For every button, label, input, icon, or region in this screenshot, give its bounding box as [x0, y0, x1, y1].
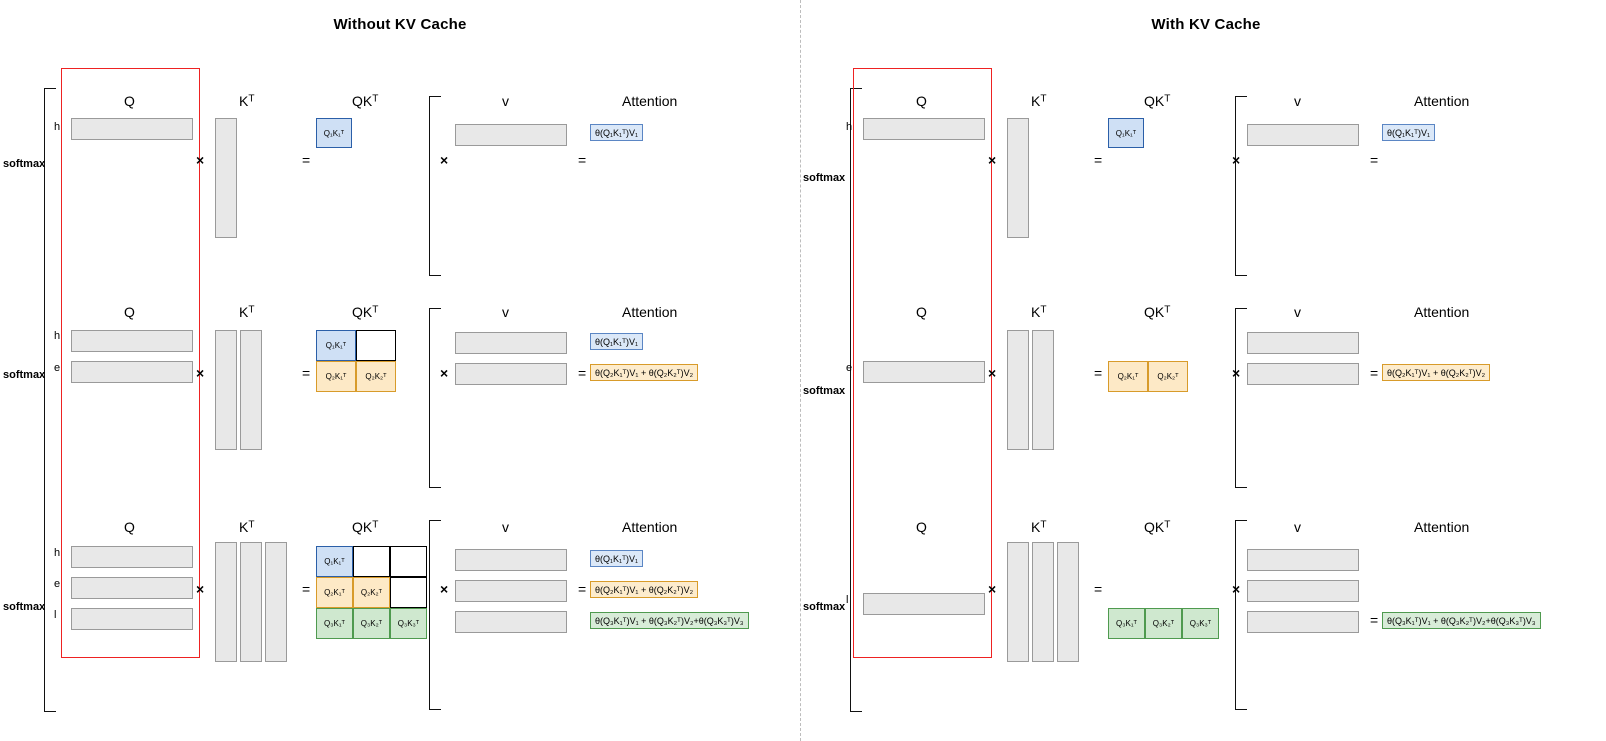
times-op-l3-a: × — [196, 581, 205, 597]
times-op-l3-b: × — [440, 581, 449, 597]
q-matrix-r3 — [863, 593, 985, 615]
header-qkt-l1: $QK^T$ — [352, 93, 379, 109]
q-matrix-l3-row1 — [71, 546, 193, 568]
qkt-cell-l3-0-2 — [390, 546, 427, 577]
kt-matrix-r2-col2 — [1032, 330, 1054, 450]
kt-matrix-l3-col3 — [265, 542, 287, 662]
qkt-cell-r3-0-2: Q₃K₃ᵀ — [1182, 608, 1219, 639]
q-matrix-l1 — [71, 118, 193, 140]
v-matrix-l3-row2 — [455, 580, 567, 602]
softmax-label-r1: softmax — [803, 172, 846, 184]
header-attention-l2: Attention — [622, 304, 678, 320]
header-kt-r1: $K^T$ — [1031, 93, 1047, 109]
panel-with-kv-cache — [803, 0, 1606, 741]
q-matrix-r1 — [863, 118, 985, 140]
header-kt-r3: $K^T$ — [1031, 519, 1047, 535]
row-letter-l1-0: h — [54, 121, 61, 133]
kt-matrix-l3-col2 — [240, 542, 262, 662]
q-matrix-l3-row3 — [71, 608, 193, 630]
qkt-cell-l3-1-0: Q₂K₁ᵀ — [316, 577, 353, 608]
v-matrix-r2-row1 — [1247, 332, 1359, 354]
header-v-l2: v — [502, 304, 509, 320]
equals-op-l1-a: = — [302, 152, 311, 168]
equals-op-r3-b: = — [1370, 612, 1379, 628]
kt-matrix-l1 — [215, 118, 237, 238]
equals-op-r2-b: = — [1370, 365, 1379, 381]
times-op-l2-b: × — [440, 365, 449, 381]
header-qkt-r1: $QK^T$ — [1144, 93, 1171, 109]
header-v-r3: v — [1294, 519, 1301, 535]
qkt-cell-r3-0-0: Q₃K₁ᵀ — [1108, 608, 1145, 639]
qkt-cell-l3-0-0: Q₁K₁ᵀ — [316, 546, 353, 577]
v-matrix-l2-row1 — [455, 332, 567, 354]
softmax-label-l3: softmax — [3, 601, 46, 613]
header-attention-l1: Attention — [622, 93, 678, 109]
attention-out-r2-0: θ(Q₂K₁ᵀ)V₁ + θ(Q₂K₂ᵀ)V₂ — [1382, 364, 1490, 381]
q-matrix-l2-row2 — [71, 361, 193, 383]
attention-out-l3-1: θ(Q₂K₁ᵀ)V₁ + θ(Q₂K₂ᵀ)V₂ — [590, 581, 698, 598]
header-q-r2: Q — [916, 304, 927, 320]
times-op-r3-a: × — [988, 581, 997, 597]
qkt-cell-l3-2-1: Q₃K₂ᵀ — [353, 608, 390, 639]
softmax-label-l1: softmax — [3, 158, 46, 170]
header-q-l3: Q — [124, 519, 135, 535]
row-letter-r1-0: h — [846, 121, 853, 133]
header-q-l2: Q — [124, 304, 135, 320]
header-v-l1: v — [502, 93, 509, 109]
equals-op-l1-b: = — [578, 152, 587, 168]
panel-without-kv-cache — [0, 0, 800, 741]
kt-matrix-r3-col2 — [1032, 542, 1054, 662]
qkt-cell-r1-0-0: Q₁K₁ᵀ — [1108, 118, 1144, 148]
kt-matrix-r1 — [1007, 118, 1029, 238]
equals-op-l2-b: = — [578, 365, 587, 381]
qkt-cell-l2-0-0: Q₁K₁ᵀ — [316, 330, 356, 361]
equals-op-r2-a: = — [1094, 365, 1103, 381]
softmax-label-r3: softmax — [803, 601, 846, 613]
v-matrix-l3-row3 — [455, 611, 567, 633]
times-op-r1-a: × — [988, 152, 997, 168]
row-letter-r3-0: l — [846, 594, 849, 606]
qkt-bracket-step2 — [429, 308, 441, 488]
row-letter-l2-1: e — [54, 362, 61, 374]
qkt-bracket-step3 — [429, 520, 441, 710]
qkt-bracket-r-step1 — [1235, 96, 1247, 276]
header-qkt-r3: $QK^T$ — [1144, 519, 1171, 535]
v-matrix-l2-row2 — [455, 363, 567, 385]
row-letter-r2-0: e — [846, 362, 853, 374]
qkt-bracket-r-step3 — [1235, 520, 1247, 710]
row-letter-l3-2: l — [54, 609, 57, 621]
row-letter-l3-1: e — [54, 578, 61, 590]
equals-op-l3-b: = — [578, 581, 587, 597]
panel-divider — [800, 0, 801, 741]
qkt-bracket-r-step2 — [1235, 308, 1247, 488]
attention-out-l2-1: θ(Q₂K₁ᵀ)V₁ + θ(Q₂K₂ᵀ)V₂ — [590, 364, 698, 381]
v-matrix-r3-row3 — [1247, 611, 1359, 633]
row-letter-l3-0: h — [54, 547, 61, 559]
v-matrix-l3-row1 — [455, 549, 567, 571]
kt-matrix-r2-col1 — [1007, 330, 1029, 450]
qkt-cell-l1-0-0: Q₁K₁ᵀ — [316, 118, 352, 148]
q-matrix-l2-row1 — [71, 330, 193, 352]
q-matrix-l3-row2 — [71, 577, 193, 599]
times-op-r2-a: × — [988, 365, 997, 381]
kt-matrix-r3-col1 — [1007, 542, 1029, 662]
softmax-label-l2: softmax — [3, 369, 46, 381]
header-attention-r3: Attention — [1414, 519, 1470, 535]
qkt-cell-l3-2-0: Q₃K₁ᵀ — [316, 608, 353, 639]
attention-out-r3-0: θ(Q₃K₁ᵀ)V₁ + θ(Q₃K₂ᵀ)V₂+θ(Q₃K₃ᵀ)V₃ — [1382, 612, 1541, 629]
panel-title-right: With KV Cache — [1151, 16, 1261, 33]
kt-matrix-l3-col1 — [215, 542, 237, 662]
attention-out-l3-2: θ(Q₃K₁ᵀ)V₁ + θ(Q₃K₂ᵀ)V₂+θ(Q₃K₃ᵀ)V₃ — [590, 612, 749, 629]
kt-matrix-r3-col3 — [1057, 542, 1079, 662]
v-matrix-l1 — [455, 124, 567, 146]
times-op-l1-a: × — [196, 152, 205, 168]
equals-op-l3-a: = — [302, 581, 311, 597]
row-letter-l2-0: h — [54, 330, 61, 342]
header-v-l3: v — [502, 519, 509, 535]
header-attention-l3: Attention — [622, 519, 678, 535]
equals-op-r3-a: = — [1094, 581, 1103, 597]
header-kt-l1: $K^T$ — [239, 93, 255, 109]
header-attention-r1: Attention — [1414, 93, 1470, 109]
q-matrix-r2 — [863, 361, 985, 383]
qkt-cell-r2-0-0: Q₂K₁ᵀ — [1108, 361, 1148, 392]
equals-op-l2-a: = — [302, 365, 311, 381]
equals-op-r1-a: = — [1094, 152, 1103, 168]
header-attention-r2: Attention — [1414, 304, 1470, 320]
qkt-cell-l2-1-0: Q₂K₁ᵀ — [316, 361, 356, 392]
qkt-cell-l3-1-2 — [390, 577, 427, 608]
header-kt-l2: $K^T$ — [239, 304, 255, 320]
panel-title-left: Without KV Cache — [333, 16, 467, 33]
attention-out-l3-0: θ(Q₁K₁ᵀ)V₁ — [590, 550, 643, 567]
header-kt-r2: $K^T$ — [1031, 304, 1047, 320]
attention-out-l2-0: θ(Q₁K₁ᵀ)V₁ — [590, 333, 643, 350]
qkt-bracket-step1 — [429, 96, 441, 276]
times-op-l2-a: × — [196, 365, 205, 381]
header-qkt-r2: $QK^T$ — [1144, 304, 1171, 320]
header-v-r1: v — [1294, 93, 1301, 109]
qkt-cell-l2-1-1: Q₂K₂ᵀ — [356, 361, 396, 392]
header-q-r3: Q — [916, 519, 927, 535]
qkt-cell-l3-1-1: Q₂K₂ᵀ — [353, 577, 390, 608]
header-qkt-l2: $QK^T$ — [352, 304, 379, 320]
v-matrix-r3-row1 — [1247, 549, 1359, 571]
times-op-r2-b: × — [1232, 365, 1241, 381]
v-matrix-r1 — [1247, 124, 1359, 146]
v-matrix-r2-row2 — [1247, 363, 1359, 385]
v-matrix-r3-row2 — [1247, 580, 1359, 602]
equals-op-r1-b: = — [1370, 152, 1379, 168]
times-op-r1-b: × — [1232, 152, 1241, 168]
header-q-l1: Q — [124, 93, 135, 109]
qkt-cell-l3-0-1 — [353, 546, 390, 577]
qkt-cell-l2-0-1 — [356, 330, 396, 361]
header-qkt-l3: $QK^T$ — [352, 519, 379, 535]
kt-matrix-l2-col1 — [215, 330, 237, 450]
kt-matrix-l2-col2 — [240, 330, 262, 450]
qkt-cell-l3-2-2: Q₃K₃ᵀ — [390, 608, 427, 639]
attention-out-r1-0: θ(Q₁K₁ᵀ)V₁ — [1382, 124, 1435, 141]
header-v-r2: v — [1294, 304, 1301, 320]
softmax-label-r2: softmax — [803, 385, 846, 397]
qkt-cell-r3-0-1: Q₃K₂ᵀ — [1145, 608, 1182, 639]
header-q-r1: Q — [916, 93, 927, 109]
qkt-cell-r2-0-1: Q₂K₂ᵀ — [1148, 361, 1188, 392]
times-op-r3-b: × — [1232, 581, 1241, 597]
header-kt-l3: $K^T$ — [239, 519, 255, 535]
times-op-l1-b: × — [440, 152, 449, 168]
attention-out-l1-0: θ(Q₁K₁ᵀ)V₁ — [590, 124, 643, 141]
